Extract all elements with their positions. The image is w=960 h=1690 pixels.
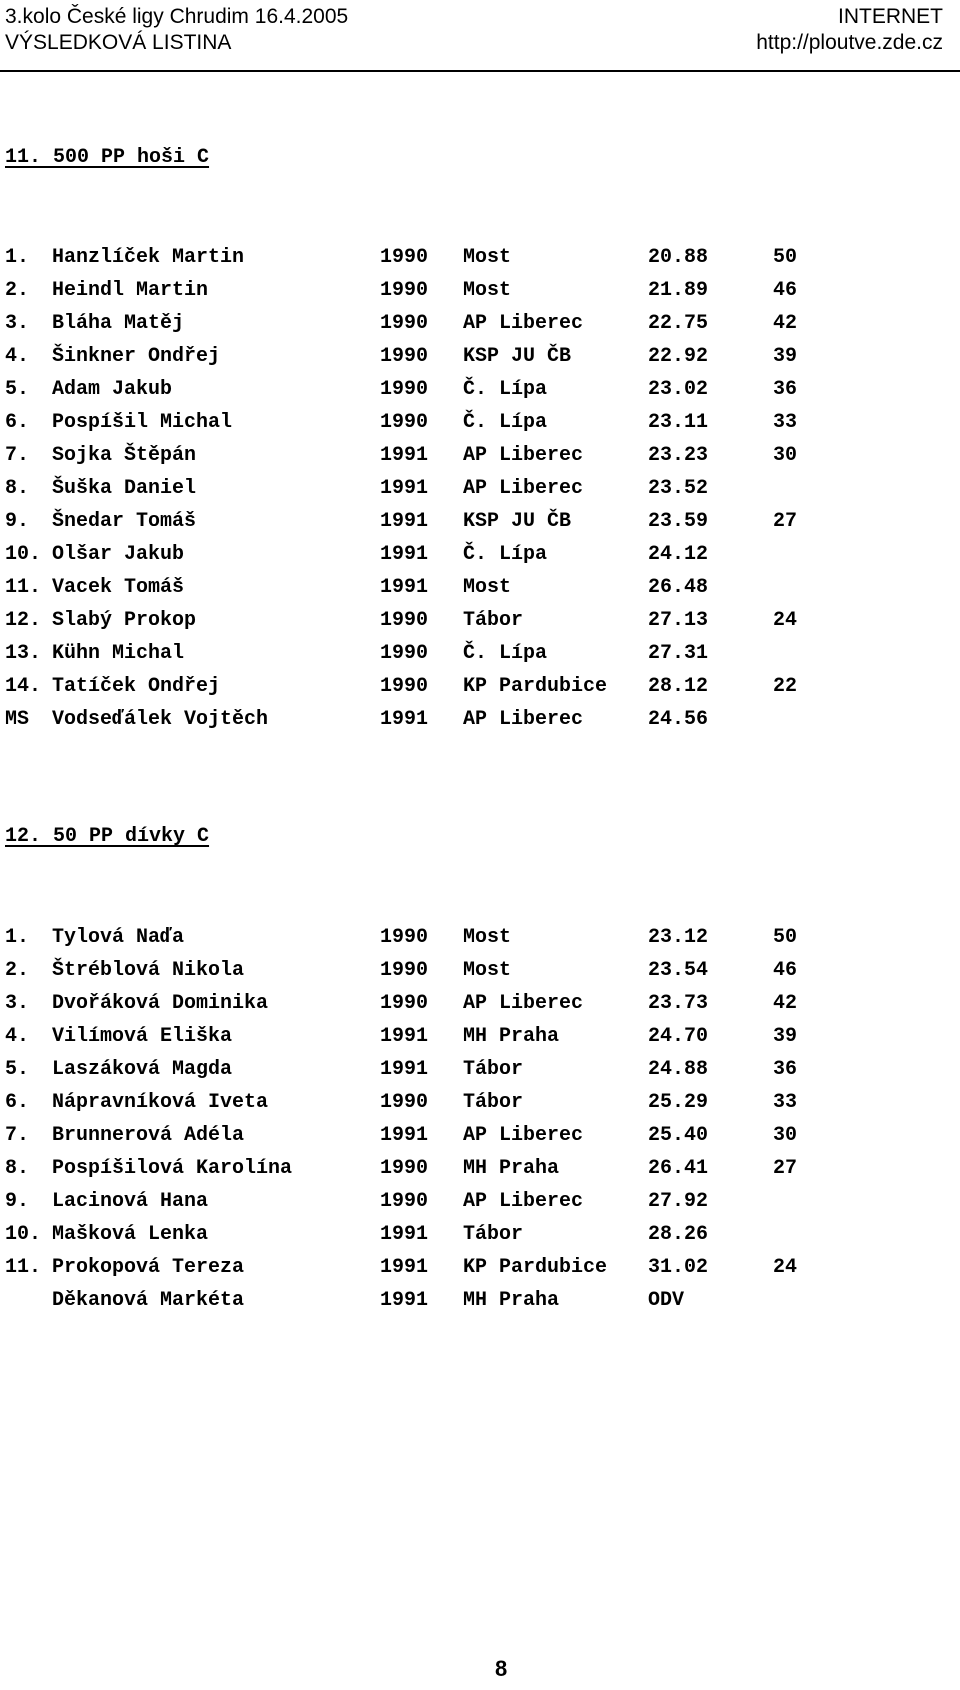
points-cell: 42 xyxy=(773,992,798,1015)
year-cell: 1991 xyxy=(380,1124,429,1147)
time-cell: 23.23 xyxy=(648,444,709,467)
rank-cell: 12. xyxy=(5,609,42,632)
header-rule xyxy=(0,70,960,72)
year-cell: 1991 xyxy=(380,477,429,500)
table-row xyxy=(0,312,960,345)
name-cell: Laszáková Magda xyxy=(52,1058,233,1081)
year-cell: 1990 xyxy=(380,312,429,335)
time-cell: 22.75 xyxy=(648,312,709,335)
club-cell: AP Liberec xyxy=(463,992,584,1015)
year-cell: 1990 xyxy=(380,992,429,1015)
year-cell: 1991 xyxy=(380,1223,429,1246)
year-cell: 1991 xyxy=(380,543,429,566)
name-cell: Slabý Prokop xyxy=(52,609,197,632)
header-internet-label: INTERNET xyxy=(838,5,943,28)
points-cell: 33 xyxy=(773,411,798,434)
club-cell: KP Pardubice xyxy=(463,675,608,698)
year-cell: 1990 xyxy=(380,411,429,434)
rank-cell: 1. xyxy=(5,246,30,269)
time-cell: 31.02 xyxy=(648,1256,709,1279)
time-cell: 26.41 xyxy=(648,1157,709,1180)
table-row xyxy=(0,378,960,411)
time-cell: 27.31 xyxy=(648,642,709,665)
points-cell: 24 xyxy=(773,609,798,632)
table-row xyxy=(0,477,960,510)
points-cell: 50 xyxy=(773,926,798,949)
club-cell: KSP JU ČB xyxy=(463,345,572,368)
rank-cell: 5. xyxy=(5,1058,30,1081)
year-cell: 1991 xyxy=(380,1025,429,1048)
name-cell: Adam Jakub xyxy=(52,378,173,401)
rank-cell: 13. xyxy=(5,642,42,665)
time-cell: 23.54 xyxy=(648,959,709,982)
club-cell: Tábor xyxy=(463,1091,524,1114)
year-cell: 1991 xyxy=(380,1289,429,1312)
time-cell: 23.12 xyxy=(648,926,709,949)
points-cell: 27 xyxy=(773,1157,798,1180)
year-cell: 1990 xyxy=(380,246,429,269)
table-row xyxy=(0,510,960,543)
year-cell: 1991 xyxy=(380,444,429,467)
time-cell: 25.40 xyxy=(648,1124,709,1147)
rank-cell: 3. xyxy=(5,992,30,1015)
name-cell: Dvořáková Dominika xyxy=(52,992,269,1015)
table-row xyxy=(0,411,960,444)
points-cell: 33 xyxy=(773,1091,798,1114)
club-cell: KP Pardubice xyxy=(463,1256,608,1279)
name-cell: Kühn Michal xyxy=(52,642,185,665)
table-row xyxy=(0,675,960,708)
year-cell: 1990 xyxy=(380,1190,429,1213)
club-cell: Č. Lípa xyxy=(463,411,548,434)
table-row xyxy=(0,1124,960,1157)
rank-cell: 10. xyxy=(5,1223,42,1246)
time-cell: 20.88 xyxy=(648,246,709,269)
rank-cell: 7. xyxy=(5,1124,30,1147)
rank-cell: 2. xyxy=(5,959,30,982)
club-cell: Tábor xyxy=(463,1223,524,1246)
table-row xyxy=(0,543,960,576)
name-cell: Děkanová Markéta xyxy=(52,1289,245,1312)
rank-cell: 14. xyxy=(5,675,42,698)
points-cell: 27 xyxy=(773,510,798,533)
name-cell: Pospíšilová Karolína xyxy=(52,1157,293,1180)
rank-cell: 4. xyxy=(5,1025,30,1048)
points-cell: 46 xyxy=(773,959,798,982)
year-cell: 1990 xyxy=(380,959,429,982)
year-cell: 1990 xyxy=(380,1157,429,1180)
header-row-2 xyxy=(5,28,943,57)
header-results-title: VÝSLEDKOVÁ LISTINA xyxy=(5,31,232,54)
points-cell: 30 xyxy=(773,1124,798,1147)
time-cell: 24.88 xyxy=(648,1058,709,1081)
section-title-text: 11. 500 PP hoši C xyxy=(5,146,210,169)
results-table-boys-500 xyxy=(0,246,960,741)
time-cell: ODV xyxy=(648,1289,685,1312)
table-row xyxy=(0,576,960,609)
time-cell: 28.26 xyxy=(648,1223,709,1246)
time-cell: 23.52 xyxy=(648,477,709,500)
time-cell: 24.56 xyxy=(648,708,709,731)
club-cell: Most xyxy=(463,959,512,982)
year-cell: 1990 xyxy=(380,675,429,698)
header-event-title: 3.kolo České ligy Chrudim 16.4.2005 xyxy=(5,5,349,28)
year-cell: 1991 xyxy=(380,708,429,731)
table-row xyxy=(0,1256,960,1289)
rank-cell: 9. xyxy=(5,1190,30,1213)
time-cell: 23.11 xyxy=(648,411,709,434)
table-row xyxy=(0,1025,960,1058)
year-cell: 1990 xyxy=(380,1091,429,1114)
year-cell: 1991 xyxy=(380,1058,429,1081)
table-row xyxy=(0,1157,960,1190)
rank-cell: 4. xyxy=(5,345,30,368)
club-cell: Tábor xyxy=(463,609,524,632)
time-cell: 21.89 xyxy=(648,279,709,302)
name-cell: Tatíček Ondřej xyxy=(52,675,221,698)
points-cell: 39 xyxy=(773,345,798,368)
table-row xyxy=(0,279,960,312)
page-header xyxy=(0,0,960,70)
year-cell: 1990 xyxy=(380,378,429,401)
table-row xyxy=(0,1091,960,1124)
time-cell: 28.12 xyxy=(648,675,709,698)
time-cell: 23.59 xyxy=(648,510,709,533)
time-cell: 22.92 xyxy=(648,345,709,368)
points-cell: 42 xyxy=(773,312,798,335)
club-cell: AP Liberec xyxy=(463,477,584,500)
club-cell: Tábor xyxy=(463,1058,524,1081)
club-cell: AP Liberec xyxy=(463,444,584,467)
name-cell: Šuška Daniel xyxy=(52,477,197,500)
section-title-girls-50 xyxy=(5,825,209,848)
year-cell: 1991 xyxy=(380,510,429,533)
time-cell: 27.92 xyxy=(648,1190,709,1213)
points-cell: 30 xyxy=(773,444,798,467)
rank-cell: 6. xyxy=(5,411,30,434)
time-cell: 23.02 xyxy=(648,378,709,401)
table-row xyxy=(0,345,960,378)
points-cell: 39 xyxy=(773,1025,798,1048)
table-row xyxy=(0,642,960,675)
club-cell: Most xyxy=(463,246,512,269)
time-cell: 26.48 xyxy=(648,576,709,599)
table-row xyxy=(0,959,960,992)
club-cell: Č. Lípa xyxy=(463,378,548,401)
name-cell: Štréblová Nikola xyxy=(52,959,245,982)
page-number: 8 xyxy=(495,1656,508,1681)
name-cell: Vilímová Eliška xyxy=(52,1025,233,1048)
time-cell: 25.29 xyxy=(648,1091,709,1114)
table-row xyxy=(0,1223,960,1256)
club-cell: MH Praha xyxy=(463,1157,560,1180)
rank-cell: 1. xyxy=(5,926,30,949)
time-cell: 24.70 xyxy=(648,1025,709,1048)
rank-cell: 5. xyxy=(5,378,30,401)
name-cell: Vodseďálek Vojtěch xyxy=(52,708,269,731)
table-row xyxy=(0,708,960,741)
table-row xyxy=(0,1058,960,1091)
rank-cell: 11. xyxy=(5,1256,42,1279)
year-cell: 1990 xyxy=(380,642,429,665)
time-cell: 27.13 xyxy=(648,609,709,632)
points-cell: 24 xyxy=(773,1256,798,1279)
club-cell: Č. Lípa xyxy=(463,543,548,566)
club-cell: AP Liberec xyxy=(463,312,584,335)
name-cell: Vacek Tomáš xyxy=(52,576,185,599)
table-row xyxy=(0,444,960,477)
rank-cell: 10. xyxy=(5,543,42,566)
name-cell: Olšar Jakub xyxy=(52,543,185,566)
name-cell: Heindl Martin xyxy=(52,279,209,302)
time-cell: 23.73 xyxy=(648,992,709,1015)
table-row xyxy=(0,246,960,279)
rank-cell: 11. xyxy=(5,576,42,599)
club-cell: KSP JU ČB xyxy=(463,510,572,533)
name-cell: Brunnerová Adéla xyxy=(52,1124,245,1147)
name-cell: Pospíšil Michal xyxy=(52,411,233,434)
name-cell: Tylová Naďa xyxy=(52,926,185,949)
club-cell: Č. Lípa xyxy=(463,642,548,665)
club-cell: AP Liberec xyxy=(463,1190,584,1213)
name-cell: Šnedar Tomáš xyxy=(52,510,197,533)
name-cell: Šinkner Ondřej xyxy=(52,345,221,368)
points-cell: 36 xyxy=(773,1058,798,1081)
club-cell: Most xyxy=(463,576,512,599)
rank-cell: 7. xyxy=(5,444,30,467)
name-cell: Lacinová Hana xyxy=(52,1190,209,1213)
name-cell: Bláha Matěj xyxy=(52,312,185,335)
table-row xyxy=(0,992,960,1025)
rank-cell: 6. xyxy=(5,1091,30,1114)
club-cell: MH Praha xyxy=(463,1289,560,1312)
name-cell: Nápravníková Iveta xyxy=(52,1091,269,1114)
rank-cell: 2. xyxy=(5,279,30,302)
table-row xyxy=(0,1190,960,1223)
name-cell: Hanzlíček Martin xyxy=(52,246,245,269)
club-cell: AP Liberec xyxy=(463,708,584,731)
year-cell: 1990 xyxy=(380,279,429,302)
year-cell: 1990 xyxy=(380,345,429,368)
points-cell: 36 xyxy=(773,378,798,401)
header-row-1 xyxy=(5,2,943,31)
section-title-boys-500 xyxy=(5,146,209,169)
rank-cell: 8. xyxy=(5,1157,30,1180)
rank-cell: 8. xyxy=(5,477,30,500)
points-cell: 50 xyxy=(773,246,798,269)
club-cell: AP Liberec xyxy=(463,1124,584,1147)
year-cell: 1990 xyxy=(380,926,429,949)
table-row xyxy=(0,1289,960,1322)
year-cell: 1990 xyxy=(380,609,429,632)
name-cell: Prokopová Tereza xyxy=(52,1256,245,1279)
points-cell: 22 xyxy=(773,675,798,698)
points-cell: 46 xyxy=(773,279,798,302)
time-cell: 24.12 xyxy=(648,543,709,566)
header-website-url: http://ploutve.zde.cz xyxy=(756,31,943,54)
year-cell: 1991 xyxy=(380,576,429,599)
table-row xyxy=(0,609,960,642)
table-row xyxy=(0,926,960,959)
rank-cell: MS xyxy=(5,708,30,731)
year-cell: 1991 xyxy=(380,1256,429,1279)
rank-cell: 9. xyxy=(5,510,30,533)
name-cell: Sojka Štěpán xyxy=(52,444,197,467)
name-cell: Mašková Lenka xyxy=(52,1223,209,1246)
results-table-girls-50 xyxy=(0,926,960,1322)
club-cell: Most xyxy=(463,926,512,949)
rank-cell: 3. xyxy=(5,312,30,335)
section-title-text: 12. 50 PP dívky C xyxy=(5,825,210,848)
club-cell: Most xyxy=(463,279,512,302)
club-cell: MH Praha xyxy=(463,1025,560,1048)
